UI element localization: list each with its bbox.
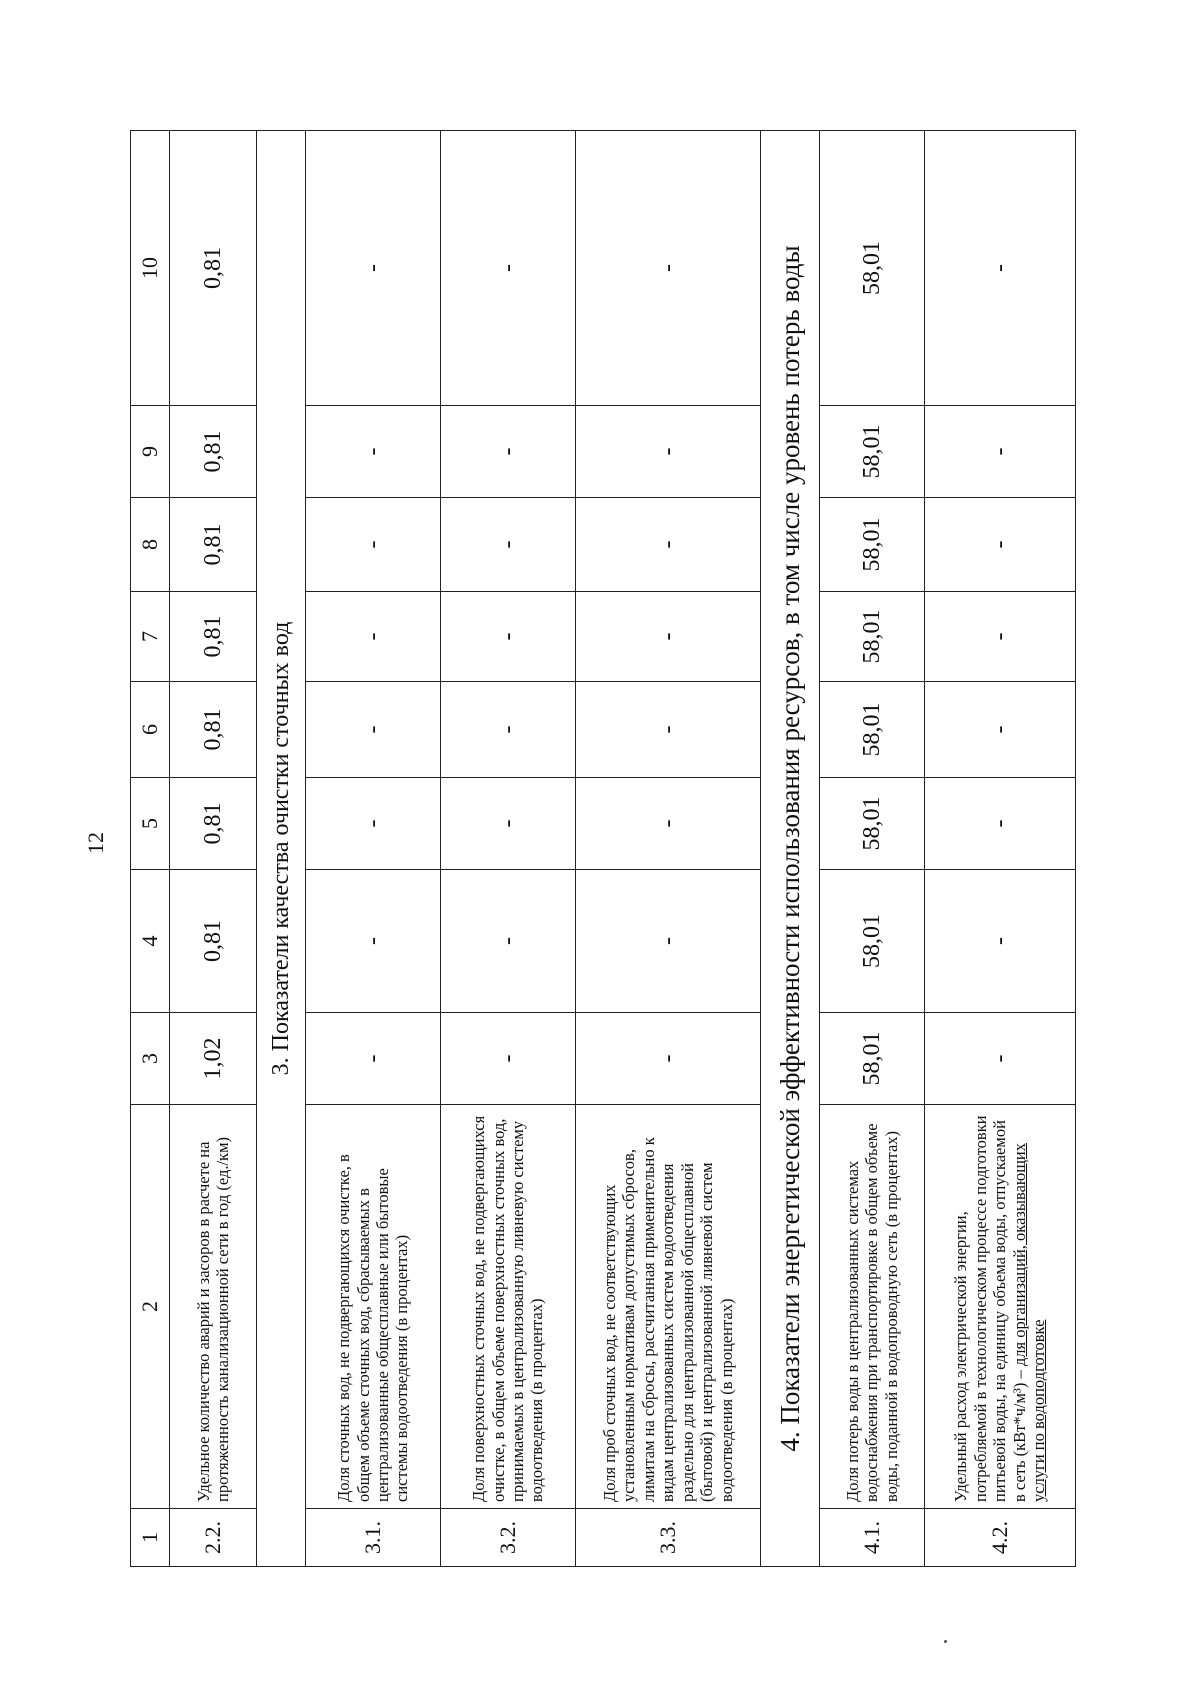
table-row — [820, 131, 925, 1567]
row-value: 0,81 — [170, 406, 257, 498]
row-value: 0,81 — [170, 498, 257, 592]
row-description-underlined: для организаций, оказывающих услуги по водоподготовке — [1009, 1142, 1049, 1502]
scan-speck — [944, 1640, 947, 1643]
row-value: 58,01 — [820, 870, 925, 1013]
row-value: - — [576, 498, 761, 592]
row-value: - — [925, 406, 1076, 498]
row-value: - — [576, 131, 761, 406]
row-value: - — [441, 498, 576, 592]
row-id: 4.2. — [925, 1509, 1076, 1567]
column-header: 8 — [131, 498, 170, 592]
row-value: - — [441, 870, 576, 1013]
table-row — [576, 131, 761, 1567]
row-value: 58,01 — [820, 406, 925, 498]
row-value: 0,81 — [170, 131, 257, 406]
row-value: 58,01 — [820, 592, 925, 682]
row-description: Доля потерь воды в централизованных системах водоснабжения при транспортировке в общем объеме воды, поданной в водопроводную сеть (в процентах) — [820, 1105, 925, 1509]
row-value: - — [306, 1013, 441, 1105]
column-header: 10 — [131, 131, 170, 406]
row-value: 0,81 — [170, 778, 257, 870]
column-header: 6 — [131, 682, 170, 778]
row-value: 0,81 — [170, 592, 257, 682]
table-row — [441, 131, 576, 1567]
row-id: 3.2. — [441, 1509, 576, 1567]
column-header: 9 — [131, 406, 170, 498]
row-id: 3.3. — [576, 1509, 761, 1567]
column-header: 1 — [131, 1509, 170, 1567]
row-value: - — [576, 1013, 761, 1105]
column-header: 3 — [131, 1013, 170, 1105]
section-heading-row — [257, 131, 306, 1567]
row-id: 4.1. — [820, 1509, 925, 1567]
row-value: - — [306, 870, 441, 1013]
column-header: 5 — [131, 778, 170, 870]
row-value: - — [576, 778, 761, 870]
row-value: 58,01 — [820, 682, 925, 778]
row-id: 2.2. — [170, 1509, 257, 1567]
table-row — [306, 131, 441, 1567]
row-value: - — [925, 131, 1076, 406]
row-value: - — [306, 682, 441, 778]
row-value: - — [441, 592, 576, 682]
section-3-title: 3. Показатели качества очистки сточных вод — [257, 131, 306, 1567]
column-number-row — [131, 131, 170, 1567]
row-value: - — [441, 406, 576, 498]
row-description: Удельное количество аварий и засоров в расчете на протяженность канализационной сети в год (ед./км) — [170, 1105, 257, 1509]
column-header: 4 — [131, 870, 170, 1013]
row-value: 58,01 — [820, 498, 925, 592]
row-value: - — [925, 870, 1076, 1013]
section-4-title: 4. Показатели энергетической эффективности использования ресурсов, в том числе уровень потерь воды — [761, 131, 820, 1567]
row-value: - — [576, 682, 761, 778]
row-value: - — [925, 498, 1076, 592]
row-value: - — [306, 131, 441, 406]
row-value: - — [576, 870, 761, 1013]
row-value: 1,02 — [170, 1013, 257, 1105]
table-row — [170, 131, 257, 1567]
row-description-text: Удельный расход электрической энергии, потребляемой в технологическом процессе подготовки питьевой воды, на единицу объема воды, отпускаемой в сеть (кВт*ч/м³) – — [951, 1115, 1029, 1502]
row-id: 3.1. — [306, 1509, 441, 1567]
row-value: - — [576, 592, 761, 682]
indicators-table — [130, 130, 1076, 1567]
row-value: 58,01 — [820, 1013, 925, 1105]
row-description — [925, 1105, 1076, 1509]
row-value: 0,81 — [170, 870, 257, 1013]
row-description: Доля поверхностных сточных вод, не подвергающихся очистке, в общем объеме поверхностных сточных вод, принимаемых в централизованную ливневую систему водоотведения (в процентах) — [441, 1105, 576, 1509]
row-value: - — [576, 406, 761, 498]
row-value: - — [441, 778, 576, 870]
row-value: - — [306, 406, 441, 498]
row-value: - — [441, 682, 576, 778]
row-description: Доля сточных вод, не подвергающихся очистке, в общем объеме сточных вод, сбрасываемых в централизованные общесплавные или бытовые системы водоотведения (в процентах) — [306, 1105, 441, 1509]
row-value: 58,01 — [820, 131, 925, 406]
table-row — [925, 131, 1076, 1567]
row-value: - — [925, 1013, 1076, 1105]
column-header: 2 — [131, 1105, 170, 1509]
row-value: - — [925, 682, 1076, 778]
row-description: Доля проб сточных вод, не соответствующих установленным нормативам допустимых сбросов, лимитам на сбросы, рассчитанная применительно к видам централизованных систем водоотведения раздельно для централизованной общесплавной (бытовой) и централизованной ливневой систем водоотведения (в процентах) — [576, 1105, 761, 1509]
page-number: 12 — [83, 832, 108, 854]
table-rotation-frame — [130, 131, 1069, 1567]
section-heading-row — [761, 131, 820, 1567]
row-value: - — [306, 778, 441, 870]
column-header: 7 — [131, 592, 170, 682]
row-value: - — [925, 778, 1076, 870]
row-value: - — [925, 592, 1076, 682]
row-value: - — [306, 592, 441, 682]
row-value: - — [441, 1013, 576, 1105]
row-value: 58,01 — [820, 778, 925, 870]
row-value: - — [306, 498, 441, 592]
table-rotated-content — [130, 131, 1069, 1567]
row-value: - — [441, 131, 576, 406]
row-value: 0,81 — [170, 682, 257, 778]
